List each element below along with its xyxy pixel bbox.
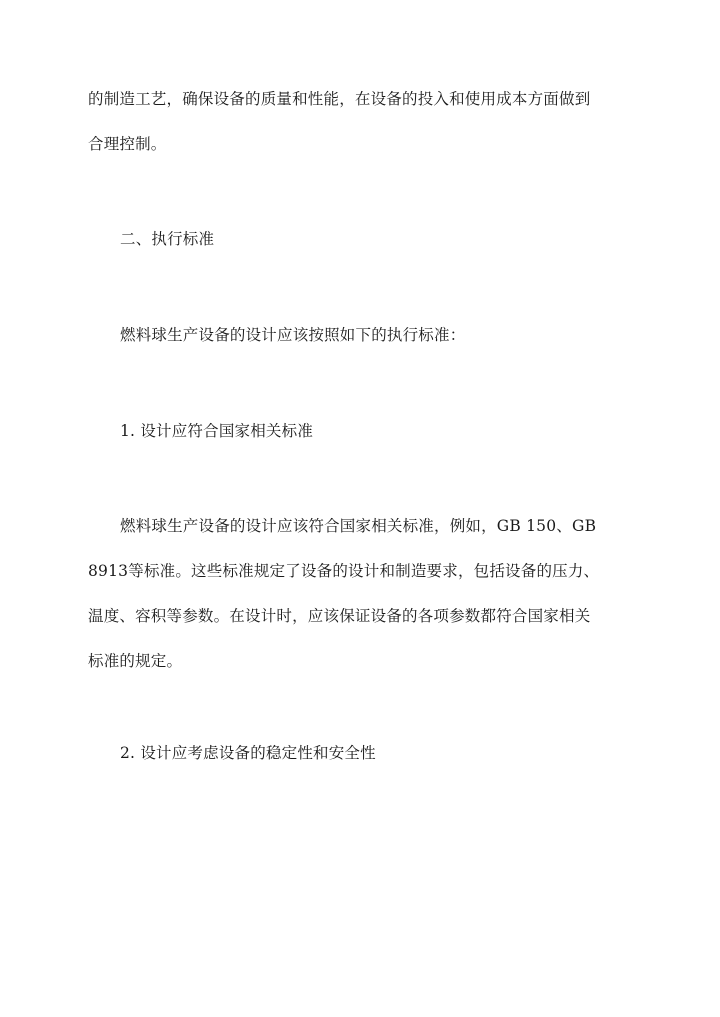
item1-paragraph-line-1: 燃料球生产设备的设计应该符合国家相关标准，例如，GB 150、GB: [120, 517, 597, 535]
item1-heading: 1. 设计应符合国家相关标准: [120, 422, 314, 440]
item1-paragraph-line-3: 温度、容积等参数。在设计时，应该保证设备的各项参数都符合国家相关: [88, 607, 591, 625]
item2-heading: 2. 设计应考虑设备的稳定性和安全性: [120, 744, 376, 762]
item1-paragraph-line-2: 8913等标准。这些标准规定了设备的设计和制造要求，包括设备的压力、: [88, 562, 600, 580]
intro-paragraph-line-1: 的制造工艺，确保设备的质量和性能，在设备的投入和使用成本方面做到: [88, 90, 591, 108]
item1-paragraph-line-4: 标准的规定。: [88, 652, 183, 670]
section-intro: 燃料球生产设备的设计应该按照如下的执行标准：: [120, 326, 466, 344]
intro-paragraph-line-2: 合理控制。: [88, 135, 167, 153]
section-heading: 二、执行标准: [120, 230, 215, 248]
